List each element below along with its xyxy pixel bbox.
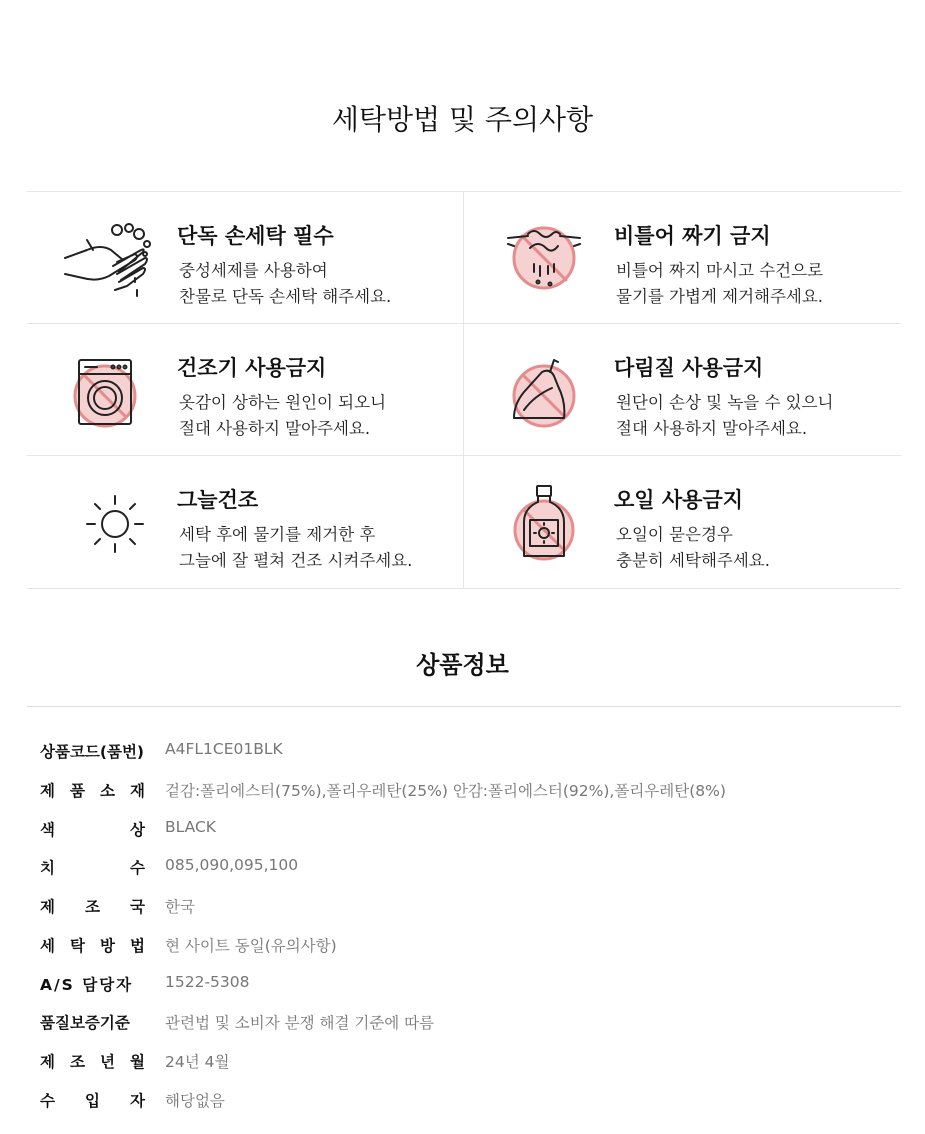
info-value: 한국 (165, 898, 195, 916)
product-info-title: 상품정보 (416, 651, 509, 679)
info-label (40, 973, 145, 995)
no-iron-icon (494, 352, 594, 432)
care-item-shade-dry (27, 456, 463, 587)
care-item-description (616, 258, 823, 310)
no-dryer-icon (57, 352, 157, 432)
care-desc-line: 옷감이 상하는 원인이 되오니 (179, 393, 387, 412)
no-wring-icon (494, 220, 594, 300)
care-item-title: 단독 손세탁 필수 (177, 224, 334, 248)
info-label (40, 740, 145, 762)
info-value: 1522-5308 (165, 973, 250, 991)
info-value: 관련법 및 소비자 분쟁 해결 기준에 따름 (165, 1014, 435, 1032)
info-value: BLACK (165, 818, 216, 836)
care-item-description (179, 258, 391, 310)
info-label: 수 입 자 (40, 1092, 145, 1110)
care-desc-line: 그늘에 잘 펼쳐 건조 시켜주세요. (179, 551, 413, 570)
care-item-no-wring (464, 192, 901, 323)
no-oil-icon (494, 484, 594, 564)
care-item-hand-wash (27, 192, 463, 323)
care-desc-line: 세탁 후에 물기를 제거한 후 (179, 525, 376, 544)
care-desc-line: 원단이 손상 및 녹을 수 있으니 (616, 393, 834, 412)
info-row-washing (40, 934, 890, 972)
care-section-title: 세탁방법 및 주의사항 (331, 103, 594, 136)
info-row-material (40, 779, 890, 817)
care-item-title: 비틀어 짜기 금지 (614, 224, 771, 248)
info-label: 세 탁 방 법 (40, 937, 145, 955)
info-value: 085,090,095,100 (165, 856, 299, 874)
info-row-color (40, 818, 890, 856)
info-label: 색 상 (40, 821, 145, 839)
hand-wash-icon (57, 220, 157, 300)
info-label: 제 품 소 재 (40, 782, 145, 800)
info-label: 제 조 국 (40, 898, 145, 916)
care-instructions-grid (27, 191, 901, 589)
care-item-description (179, 522, 412, 574)
info-row-importer (40, 1089, 890, 1127)
care-item-title: 건조기 사용금지 (177, 356, 327, 380)
care-desc-line: 찬물로 단독 손세탁 해주세요. (179, 287, 392, 306)
info-row-warranty (40, 1011, 890, 1049)
care-desc-line: 충분히 세탁해주세요. (616, 551, 770, 570)
info-label: 치 수 (40, 859, 145, 877)
care-row (27, 456, 901, 587)
care-item-no-oil (464, 456, 901, 587)
info-row-product-code (40, 740, 890, 778)
care-desc-line: 물기를 가볍게 제거해주세요. (616, 287, 824, 306)
care-row (27, 192, 901, 324)
info-value: 겉감:폴리에스터(75%),폴리우레탄(25%) 안감:폴리에스터(92%),폴리우레탄(8%) (165, 782, 726, 800)
care-item-description (616, 522, 770, 574)
care-desc-line: 절대 사용하지 말아주세요. (179, 419, 371, 438)
care-item-title: 그늘건조 (177, 488, 259, 512)
care-row (27, 324, 901, 456)
shade-dry-icon (57, 484, 157, 564)
care-desc-line: 절대 사용하지 말아주세요. (616, 419, 808, 438)
info-label-text: 품질보증기준 (40, 1014, 130, 1032)
product-info-divider (27, 706, 901, 707)
info-row-size (40, 856, 890, 894)
care-item-description (616, 390, 834, 442)
care-desc-line: 오일이 묻은경우 (616, 525, 733, 544)
info-label-text: A/S 담당자 (40, 976, 134, 994)
care-item-title: 오일 사용금지 (614, 488, 744, 512)
care-item-title: 다림질 사용금지 (614, 356, 764, 380)
info-label-text: 상품코드(품번) (40, 743, 145, 761)
info-row-as-contact (40, 973, 890, 1011)
info-value: A4FL1CE01BLK (165, 740, 283, 758)
care-desc-line: 비틀어 짜지 마시고 수건으로 (616, 261, 824, 280)
info-label (40, 1011, 145, 1033)
care-item-no-iron (464, 324, 901, 455)
info-row-origin (40, 895, 890, 933)
info-value: 24년 4월 (165, 1053, 230, 1071)
care-desc-line: 중성세제를 사용하여 (179, 261, 328, 280)
care-item-no-dryer (27, 324, 463, 455)
care-item-description (179, 390, 386, 442)
info-value: 해당없음 (165, 1092, 225, 1110)
info-value: 현 사이트 동일(유의사항) (165, 937, 337, 955)
info-row-manufacture-date (40, 1050, 890, 1088)
info-label: 제 조 년 월 (40, 1053, 145, 1071)
